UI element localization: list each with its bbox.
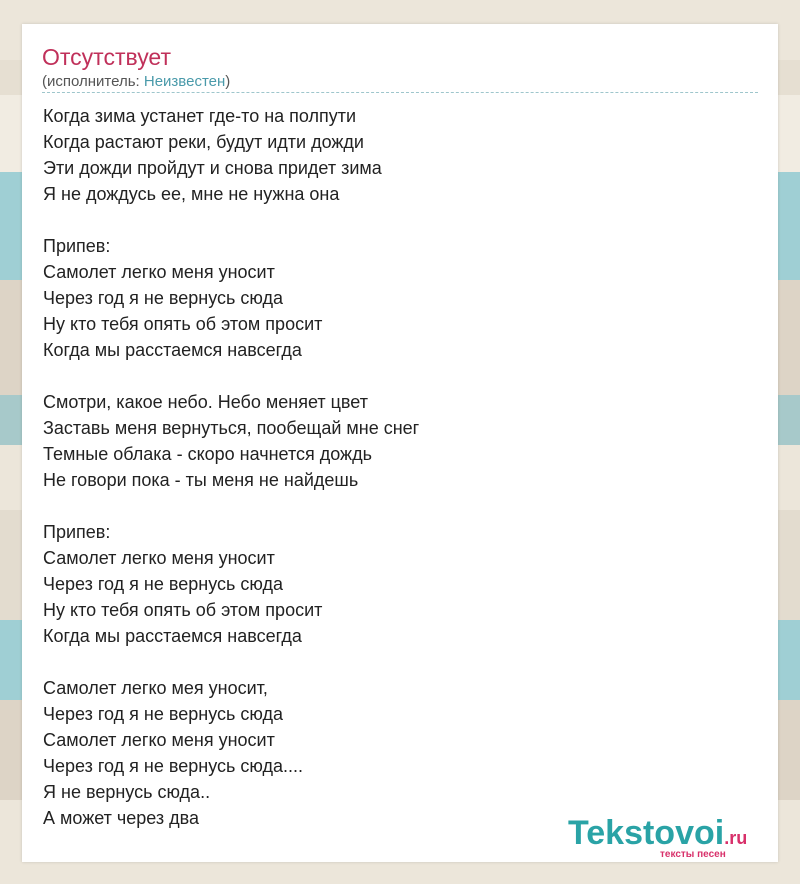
lyric-line: Самолет легко мея уносит, <box>43 678 268 698</box>
lyric-line: Ну кто тебя опять об этом просит <box>43 600 323 620</box>
lyric-line: Темные облака - скоро начнется дождь <box>43 444 372 464</box>
lyric-line: Когда растают реки, будут идти дожди <box>43 132 364 152</box>
lyric-line: Через год я не вернусь сюда <box>43 704 283 724</box>
lyric-line: Самолет легко меня уносит <box>43 730 275 750</box>
site-logo[interactable] <box>568 814 748 860</box>
lyric-line: Когда мы расстаемся навсегда <box>43 340 302 360</box>
title-divider <box>42 92 758 93</box>
stanza-break <box>43 493 419 519</box>
artist-suffix: ) <box>225 73 231 90</box>
logo-wordmark: Tekstovoi <box>568 814 725 852</box>
lyric-line: Заставь меня вернуться, пообещай мне снег <box>43 418 420 438</box>
lyric-line: Я не дождусь ее, мне не нужна она <box>43 184 340 204</box>
lyric-line: Через год я не вернусь сюда <box>43 574 283 594</box>
lyric-line: Самолет легко меня уносит <box>43 262 275 282</box>
stanza-break <box>43 207 419 233</box>
lyric-line: Ну кто тебя опять об этом просит <box>43 314 323 334</box>
lyric-line: Самолет легко меня уносит <box>43 548 275 568</box>
lyric-line: Когда мы расстаемся навсегда <box>43 626 302 646</box>
logo-domain: .ru <box>724 828 748 848</box>
lyric-line: Эти дожди пройдут и снова придет зима <box>43 158 382 178</box>
artist-line <box>42 73 230 90</box>
song-title: Отсутствует <box>42 44 171 70</box>
stanza-break <box>43 363 419 389</box>
logo-tagline: тексты песен <box>660 849 726 860</box>
artist-link[interactable]: Неизвестен <box>143 73 226 90</box>
lyric-line: Я не вернусь сюда.. <box>43 782 211 802</box>
lyric-line: Через год я не вернусь сюда.... <box>43 756 303 776</box>
lyric-line: Через год я не вернусь сюда <box>43 288 283 308</box>
lyric-line: Не говори пока - ты меня не найдешь <box>43 470 359 490</box>
lyric-line: Припев: <box>43 236 111 256</box>
lyric-line: Припев: <box>43 522 111 542</box>
stanza-break <box>43 649 419 675</box>
lyric-line: А может через два <box>43 808 200 828</box>
lyric-line: Когда зима устанет где-то на полпути <box>43 106 357 126</box>
artist-prefix: (исполнитель: <box>42 73 144 90</box>
lyrics-card <box>22 24 778 862</box>
lyric-line: Смотри, какое небо. Небо меняет цвет <box>43 392 368 412</box>
lyrics-text <box>43 103 419 831</box>
